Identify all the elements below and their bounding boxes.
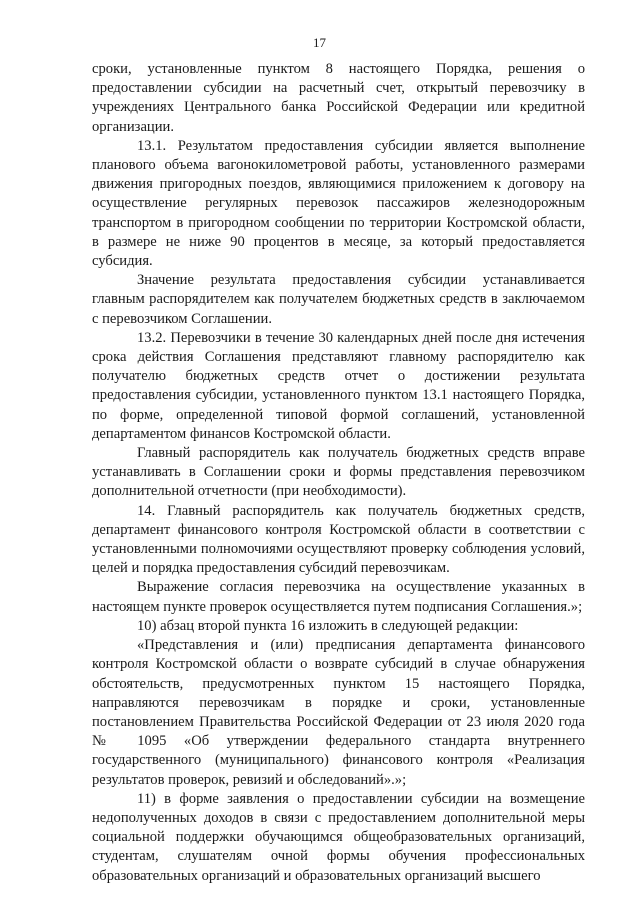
paragraph-13-2: 13.2. Перевозчики в течение 30 календарных дней после дня истечения срока действия Соглашения представляют главному распорядителю как получателю бюджетных средств отчет о достижении результата предоставления субсидии, установленного пунктом 13.1 настоящего Порядка, по форме, определенной типовой формой соглашений, установленной департаментом финансов Костромской области. — [92, 329, 585, 442]
paragraph-item-10: 10) абзац второй пункта 16 изложить в следующей редакции: — [137, 617, 519, 634]
paragraph-additional-reporting: Главный распорядитель как получатель бюджетных средств вправе устанавливать в Соглашении сроки и формы представления перевозчиком дополнительной отчетности (при необходимости). — [92, 445, 585, 500]
paragraph-13-1: 13.1. Результатом предоставления субсидии является выполнение планового объема вагонокилометровой работы, установленного размерами движения пригородных поездов, являющимися приложением к договору на осуществление регулярных перевозок пассажиров железнодорожным транспортом в пригородном сообщении по территории Костромской области, в размере не ниже 90 процентов в месяце, за который предоставляется субсидия. — [92, 137, 585, 270]
document-body — [92, 60, 585, 886]
page-number: 17 — [313, 35, 326, 50]
paragraph-quoted-amendment: «Представления и (или) предписания департамента финансового контроля Костромской области о возврате субсидий в случае обнаружения обстоятельств, предусмотренных пунктом 15 настоящего Порядка, направляются перевозчикам в порядке и сроки, установленные постановлением Правительства Российской Федерации от 23 июля 2020 года № 1095 «Об утверждении федерального стандарта внутреннего государственного (муниципального) финансового контроля «Реализация результатов проверок, ревизий и обследований».»; — [92, 637, 585, 788]
paragraph-14: 14. Главный распорядитель как получатель бюджетных средств, департамент финансового контроля Костромской области в соответствии с установленными полномочиями осуществляют проверку соблюдения условий, целей и порядка предоставления субсидий перевозчикам. — [92, 502, 585, 577]
paragraph-consent: Выражение согласия перевозчика на осуществление указанных в настоящем пункте проверок осуществляется путем подписания Соглашения.»; — [92, 579, 585, 615]
paragraph-item-11: 11) в форме заявления о предоставлении субсидии на возмещение недополученных доходов в связи с предоставлением дополнительной меры социальной поддержки обучающимся общеобразовательных организаций, студентам, слушателям очной формы обучения профессиональных образовательных организаций и образовательных организаций высшего — [92, 790, 585, 884]
paragraph-continuation: сроки, установленные пунктом 8 настоящего Порядка, решения о предоставлении субсидии на расчетный счет, открытый перевозчику в учреждениях Центрального банка Российской Федерации или кредитной организации. — [92, 61, 585, 135]
paragraph-result-value: Значение результата предоставления субсидии устанавливается главным распорядителем как получателем бюджетных средств в заключаемом с перевозчиком Соглашении. — [92, 272, 585, 327]
